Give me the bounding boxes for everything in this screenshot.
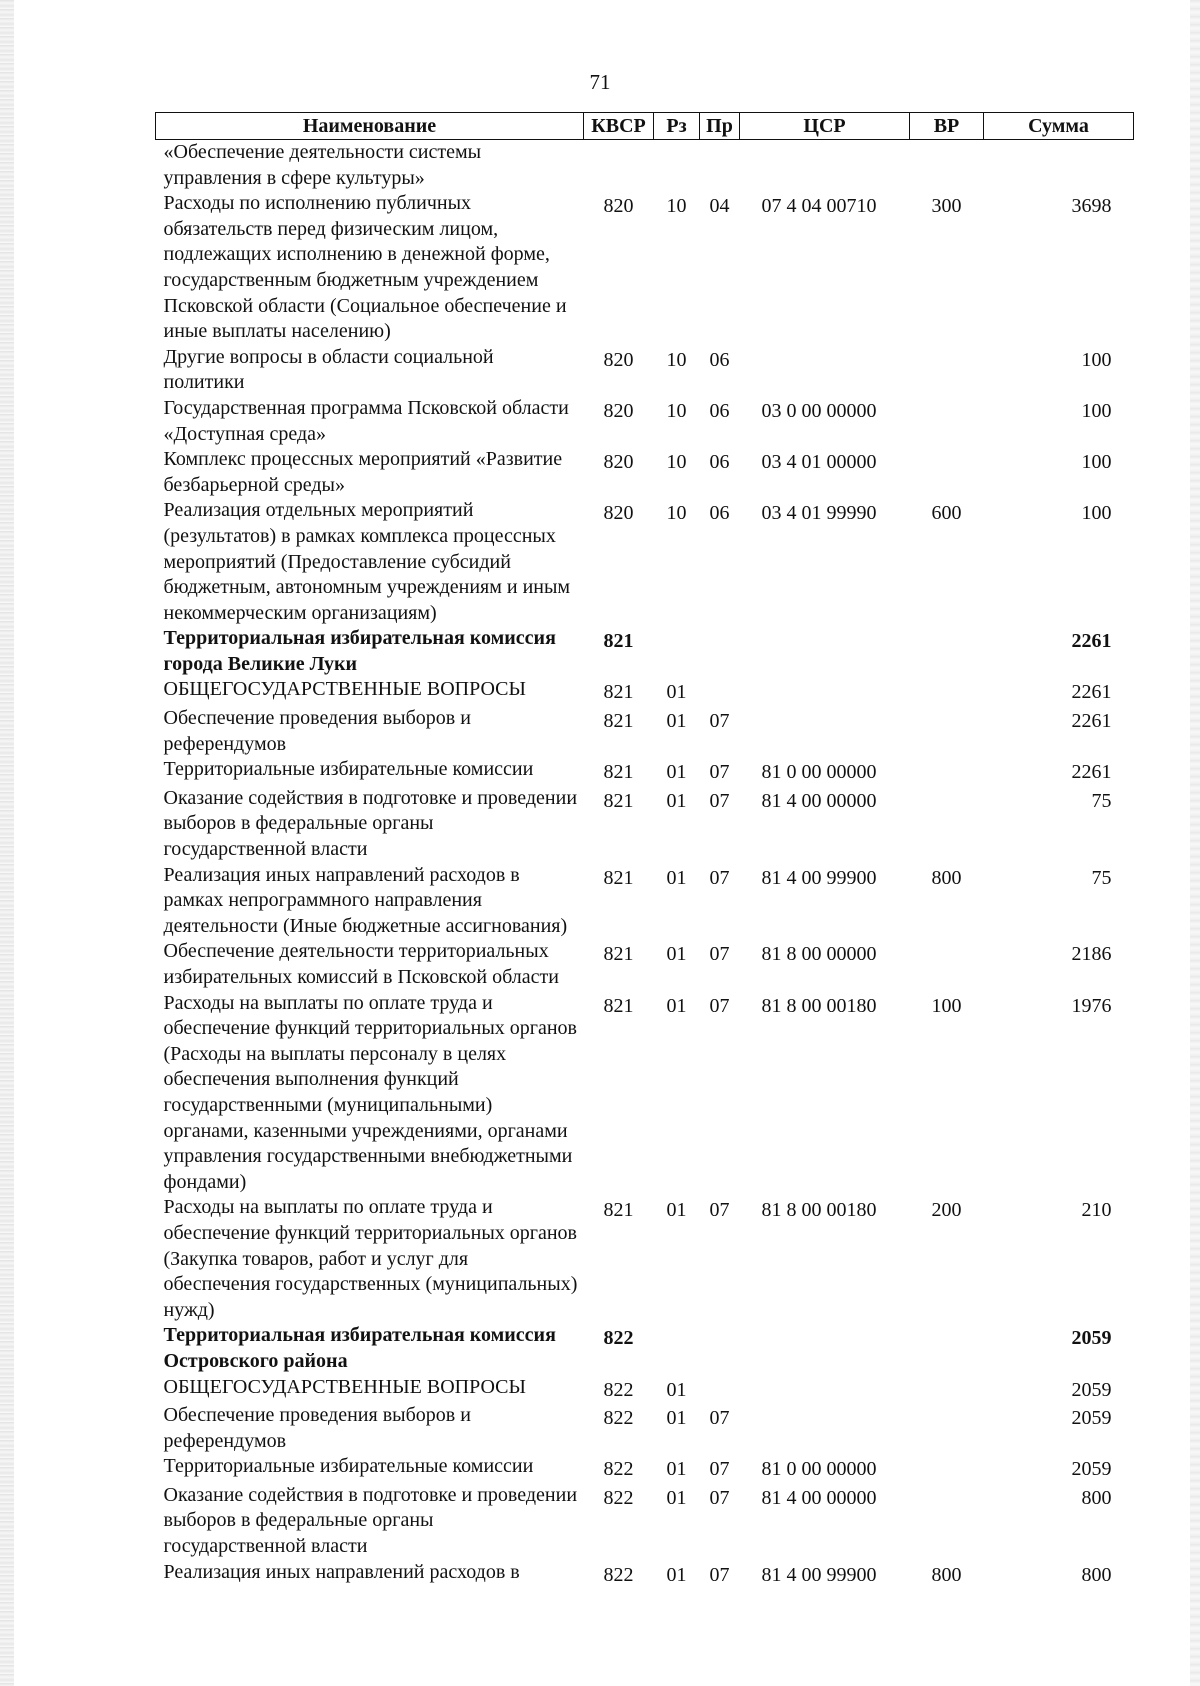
cell-rz: 01 (666, 761, 687, 784)
column-header-name: Наименование (156, 113, 584, 140)
table-row (156, 786, 1134, 863)
cell-pr: 07 (709, 789, 730, 812)
cell-kvsr: 821 (603, 943, 634, 966)
table-row (156, 1560, 1134, 1589)
cell-vr (910, 396, 984, 447)
table-row (156, 1483, 1134, 1560)
table-row (156, 498, 1134, 626)
cell-rz: 01 (666, 1458, 687, 1481)
cell-pr: 07 (709, 1199, 730, 1222)
table-row (156, 396, 1134, 447)
cell-sum: 1976 (1071, 994, 1112, 1017)
cell-vr (910, 140, 984, 192)
cell-kvsr: 820 (603, 399, 634, 422)
cell-vr (910, 706, 984, 757)
cell-name: Реализация иных направлений расходов в рамках непрограммного направления деятельности (Иные бюджетные ассигнования) (163, 863, 568, 937)
cell-pr: 04 (709, 195, 730, 218)
cell-name: Реализация иных направлений расходов в (163, 1560, 520, 1583)
cell-kvsr: 820 (603, 195, 634, 218)
cell-csr (740, 1375, 910, 1404)
cell-sum: 3698 (1071, 195, 1112, 218)
cell-csr (740, 1403, 910, 1454)
cell-name: ОБЩЕГОСУДАРСТВЕННЫЕ ВОПРОСЫ (163, 1375, 526, 1398)
cell-csr (740, 1323, 910, 1374)
cell-pr: 06 (709, 348, 730, 371)
cell-csr: 81 8 00 00180 (761, 1199, 877, 1222)
cell-sum: 2059 (1071, 1458, 1112, 1481)
cell-csr: 81 4 00 99900 (761, 866, 877, 889)
cell-vr (910, 626, 984, 677)
cell-csr: 03 0 00 00000 (761, 399, 877, 422)
cell-csr (740, 140, 910, 192)
cell-kvsr: 822 (603, 1378, 634, 1401)
cell-sum: 75 (1091, 789, 1112, 812)
cell-rz: 01 (666, 681, 687, 704)
scan-edge-left (0, 0, 14, 1686)
cell-vr: 600 (931, 502, 962, 525)
cell-kvsr: 821 (603, 681, 634, 704)
cell-rz: 01 (666, 1199, 687, 1222)
cell-rz: 01 (666, 1378, 687, 1401)
cell-kvsr: 821 (603, 789, 634, 812)
cell-pr: 06 (709, 502, 730, 525)
cell-pr (700, 140, 740, 192)
cell-name: Территориальная избирательная комиссия Островского района (163, 1324, 556, 1372)
cell-name: Комплекс процессных мероприятий «Развитие безбарьерной среды» (163, 448, 563, 496)
cell-pr: 07 (709, 1486, 730, 1509)
cell-sum: 2059 (1071, 1407, 1112, 1430)
table-row (156, 939, 1134, 990)
cell-name: Расходы на выплаты по оплате труда и обеспечение функций территориальных органов (Закупка товаров, работ и услуг для обеспечения государственных (муниципальных) нужд) (163, 1196, 578, 1321)
cell-sum: 100 (1081, 348, 1112, 371)
table-row (156, 626, 1134, 677)
table-row (156, 1323, 1134, 1374)
table-row (156, 1454, 1134, 1483)
table-row (156, 1403, 1134, 1454)
cell-name: «Обеспечение деятельности системы управления в сфере культуры» (163, 141, 482, 189)
cell-name: Другие вопросы в области социальной политики (163, 345, 494, 394)
scan-edge-right (1190, 0, 1200, 1686)
table-row (156, 345, 1134, 396)
cell-rz: 01 (666, 1407, 687, 1430)
cell-pr (700, 1323, 740, 1374)
cell-sum: 2059 (1071, 1378, 1112, 1401)
cell-csr: 07 4 04 00710 (761, 195, 877, 218)
cell-vr (910, 1375, 984, 1404)
table-row (156, 1195, 1134, 1323)
cell-csr: 81 8 00 00180 (761, 994, 877, 1017)
cell-csr: 03 4 01 99990 (761, 502, 877, 525)
cell-name: Территориальные избирательные комиссии (163, 1455, 534, 1478)
cell-sum: 2186 (1071, 943, 1112, 966)
cell-name: Территориальные избирательные комиссии (163, 758, 534, 781)
table-row (156, 677, 1134, 706)
cell-kvsr: 821 (603, 994, 634, 1017)
cell-kvsr: 822 (603, 1407, 634, 1430)
cell-csr: 81 0 00 00000 (761, 1458, 877, 1481)
cell-rz: 01 (666, 866, 687, 889)
cell-rz: 10 (666, 502, 687, 525)
cell-csr (740, 345, 910, 396)
table-body (156, 140, 1134, 1589)
table-header-row (156, 113, 1134, 140)
cell-pr (700, 626, 740, 677)
cell-vr: 800 (931, 1563, 962, 1586)
cell-name: Обеспечение проведения выборов и референдумов (163, 707, 471, 755)
cell-csr (740, 677, 910, 706)
cell-vr (910, 1483, 984, 1560)
cell-kvsr: 820 (603, 502, 634, 525)
cell-csr: 81 8 00 00000 (761, 943, 877, 966)
cell-sum: 2059 (1071, 1327, 1112, 1350)
cell-rz: 10 (666, 399, 687, 422)
cell-kvsr: 821 (603, 630, 634, 653)
cell-rz: 01 (666, 789, 687, 812)
cell-rz: 01 (666, 1486, 687, 1509)
cell-csr: 81 0 00 00000 (761, 761, 877, 784)
cell-pr: 06 (709, 399, 730, 422)
cell-rz (654, 140, 700, 192)
cell-csr (740, 626, 910, 677)
cell-rz: 01 (666, 994, 687, 1017)
cell-kvsr: 820 (603, 348, 634, 371)
cell-sum: 100 (1081, 451, 1112, 474)
cell-sum: 100 (1081, 399, 1112, 422)
table-row (156, 991, 1134, 1196)
table-row (156, 1375, 1134, 1404)
cell-pr (700, 1375, 740, 1404)
cell-pr: 07 (709, 710, 730, 733)
column-header-sum: Сумма (984, 113, 1134, 140)
cell-vr (910, 677, 984, 706)
column-header-csr: ЦСР (740, 113, 910, 140)
table-row (156, 447, 1134, 498)
cell-name: Обеспечение деятельности территориальных избирательных комиссий в Псковской области (163, 940, 559, 988)
cell-kvsr: 821 (603, 866, 634, 889)
cell-csr: 81 4 00 00000 (761, 789, 877, 812)
cell-vr: 800 (931, 866, 962, 889)
cell-pr (700, 677, 740, 706)
cell-pr: 07 (709, 866, 730, 889)
cell-pr: 07 (709, 943, 730, 966)
cell-sum: 75 (1091, 866, 1112, 889)
cell-rz: 01 (666, 943, 687, 966)
cell-sum: 2261 (1071, 681, 1112, 704)
cell-kvsr: 822 (603, 1486, 634, 1509)
cell-pr: 07 (709, 761, 730, 784)
cell-csr: 81 4 00 99900 (761, 1563, 877, 1586)
cell-vr (910, 786, 984, 863)
cell-pr: 07 (709, 1458, 730, 1481)
cell-name: Обеспечение проведения выборов и референдумов (163, 1404, 471, 1452)
cell-vr: 200 (931, 1199, 962, 1222)
cell-name: Расходы на выплаты по оплате труда и обеспечение функций территориальных органов (Расходы на выплаты персоналу в целях обеспечения выполнения функций государственными (муниципальными) органами, казенными учреждениями, органами управления государственными внебюджетными фондами) (163, 991, 577, 1193)
table-row (156, 140, 1134, 192)
column-header-pr: Пр (700, 113, 740, 140)
cell-csr: 81 4 00 00000 (761, 1486, 877, 1509)
cell-sum: 210 (1081, 1199, 1112, 1222)
cell-kvsr: 821 (603, 710, 634, 733)
cell-sum: 800 (1081, 1486, 1112, 1509)
cell-name: ОБЩЕГОСУДАРСТВЕННЫЕ ВОПРОСЫ (163, 678, 526, 701)
cell-kvsr (584, 140, 654, 192)
cell-pr: 07 (709, 994, 730, 1017)
cell-kvsr: 822 (603, 1458, 634, 1481)
column-header-vr: ВР (910, 113, 984, 140)
cell-kvsr: 822 (603, 1563, 634, 1586)
cell-kvsr: 821 (603, 1199, 634, 1222)
cell-vr (910, 1323, 984, 1374)
cell-sum: 2261 (1071, 710, 1112, 733)
table-row (156, 191, 1134, 345)
page-number: 71 (589, 70, 611, 94)
column-header-kvsr: КВСР (584, 113, 654, 140)
cell-rz: 01 (666, 710, 687, 733)
cell-name: Оказание содействия в подготовке и проведении выборов в федеральные органы государственной власти (163, 1483, 578, 1558)
cell-name: Государственная программа Псковской области «Доступная среда» (163, 396, 569, 445)
table-row (156, 757, 1134, 786)
cell-sum (984, 140, 1134, 192)
cell-pr: 06 (709, 451, 730, 474)
cell-rz: 10 (666, 195, 687, 218)
cell-vr (910, 1454, 984, 1483)
cell-vr (910, 757, 984, 786)
cell-sum: 2261 (1071, 761, 1112, 784)
cell-csr: 03 4 01 00000 (761, 451, 877, 474)
cell-vr: 100 (931, 994, 962, 1017)
cell-sum: 2261 (1071, 630, 1112, 653)
cell-rz: 10 (666, 451, 687, 474)
cell-pr: 07 (709, 1563, 730, 1586)
cell-kvsr: 821 (603, 761, 634, 784)
cell-kvsr: 820 (603, 451, 634, 474)
cell-rz: 01 (666, 1563, 687, 1586)
cell-name: Территориальная избирательная комиссия города Великие Луки (163, 627, 556, 675)
cell-vr (910, 447, 984, 498)
cell-rz (654, 1323, 700, 1374)
table-row (156, 863, 1134, 940)
cell-vr (910, 1403, 984, 1454)
cell-name: Расходы по исполнению публичных обязательств перед физическим лицом, подлежащих исполнению в денежной форме, государственным бюджетным учреждением Псковской области (Социальное обеспечение и иные выплаты населению) (163, 192, 567, 343)
cell-rz: 10 (666, 348, 687, 371)
cell-csr (740, 706, 910, 757)
cell-vr (910, 345, 984, 396)
cell-name: Оказание содействия в подготовке и проведении выборов в федеральные органы государственной власти (163, 786, 578, 861)
cell-pr: 07 (709, 1407, 730, 1430)
budget-table (155, 112, 1134, 1588)
cell-vr (910, 939, 984, 990)
column-header-rz: Рз (654, 113, 700, 140)
cell-kvsr: 822 (603, 1327, 634, 1350)
table-row (156, 706, 1134, 757)
cell-rz (654, 626, 700, 677)
cell-vr: 300 (931, 195, 962, 218)
cell-sum: 800 (1081, 1563, 1112, 1586)
cell-name: Реализация отдельных мероприятий (результатов) в рамках комплекса процессных мероприятий (Предоставление субсидий бюджетным, автономным учреждениям и иным некоммерческим организациям) (163, 499, 571, 624)
cell-sum: 100 (1081, 502, 1112, 525)
